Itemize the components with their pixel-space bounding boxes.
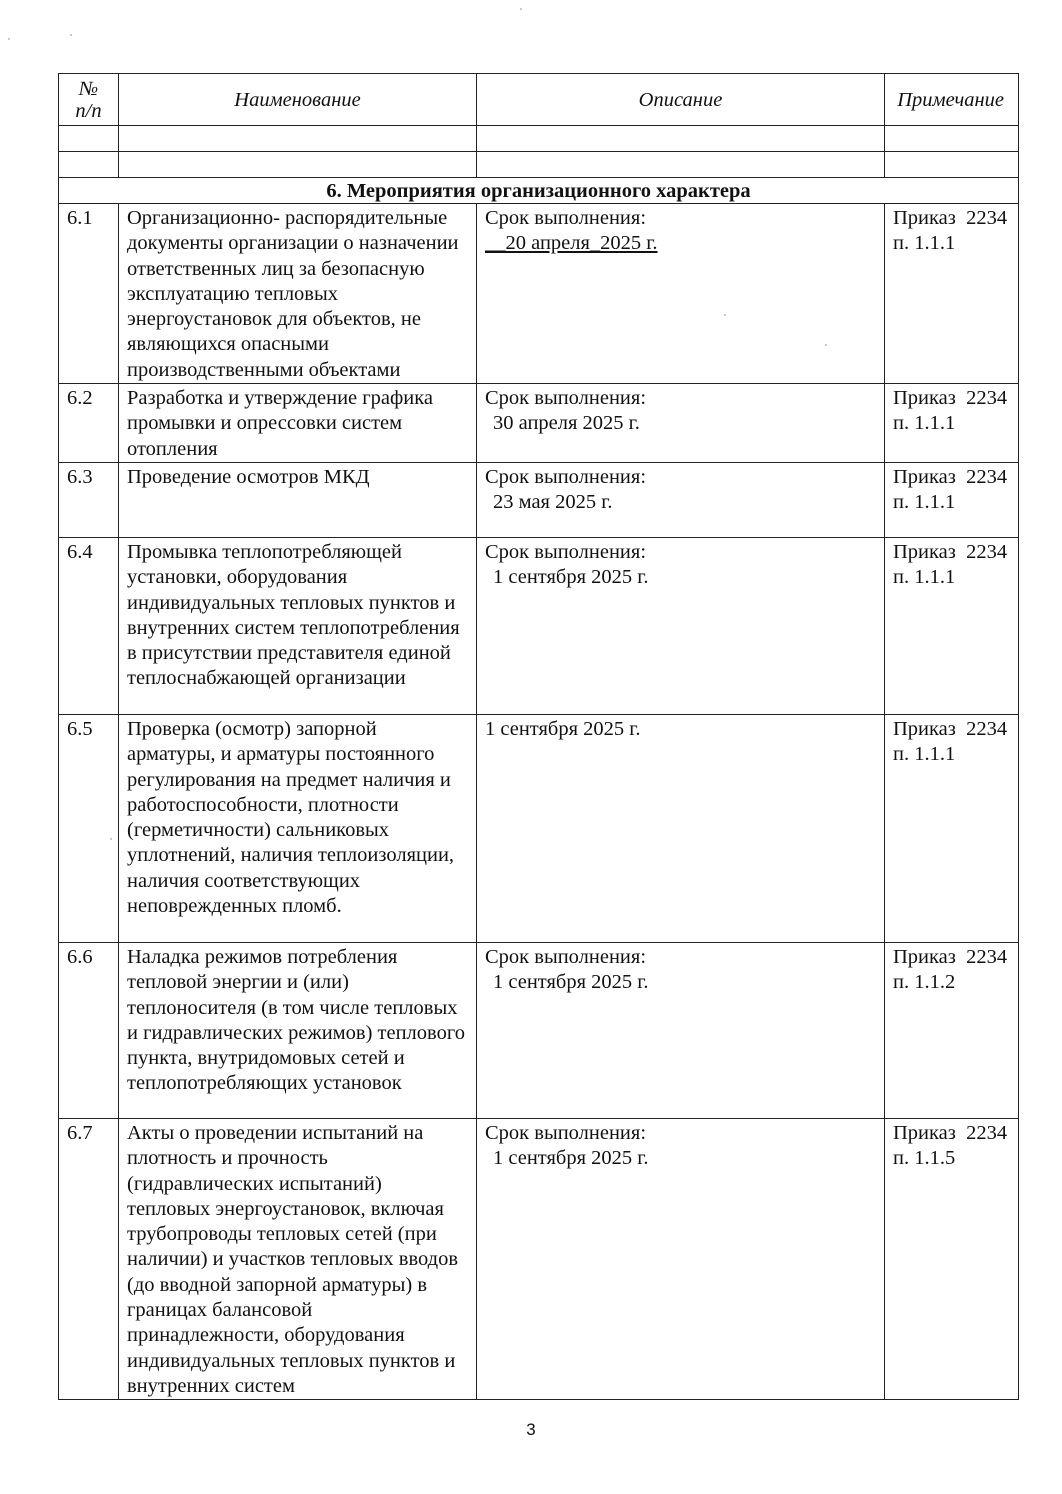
scan-speck [520,8,522,10]
table-row [59,204,1019,384]
note-line-2: п. 1.1.1 [893,566,956,589]
note-line-1: Приказ 2234 [893,1121,1008,1144]
scan-speck [70,34,72,36]
scan-speck [8,38,10,40]
row-num: 6.7 [59,1118,119,1399]
row-name: Проведение осмотров МКД [119,462,477,537]
row-description [477,462,885,537]
note-line-1: Приказ 2234 [893,717,1008,740]
row-num: 6.6 [59,942,119,1118]
note-line-1: Приказ 2234 [893,387,1008,410]
table-row [59,384,1019,463]
row-description [477,942,885,1118]
note-line-1: Приказ 2234 [893,465,1008,488]
row-num: 6.4 [59,537,119,714]
desc-label: Срок выполнения: [485,207,647,229]
row-note [885,537,1019,714]
section-row [59,178,1019,204]
blank-row [59,152,1019,178]
measures-table [58,73,1019,1400]
note-line-1: Приказ 2234 [893,540,1008,563]
desc-date: 30 апреля 2025 г. [493,412,640,435]
table-row [59,537,1019,714]
row-note [885,1118,1019,1399]
desc-date: 23 мая 2025 г. [493,491,613,514]
desc-date: 1 сентября 2025 г. [493,566,649,589]
row-name: Промывка теплопотребляющей установки, оборудования индивидуальных тепловых пунктов и внутренних систем теплопотребления в присутствии представителя единой теплоснабжающей организации [119,537,477,714]
desc-date: __20 апреля_2025 г. [485,232,658,255]
note-line-1: Приказ 2234 [893,945,1008,968]
row-description [477,204,885,384]
desc-date: 1 сентября 2025 г. [493,971,649,994]
row-description [477,537,885,714]
row-num: 6.1 [59,204,119,384]
header-note: Примечание [885,74,1019,126]
row-num: 6.2 [59,384,119,463]
table-header-row [59,74,1019,126]
row-name: Организационно- распорядительные документы организации о назначении ответственных лиц за безопасную эксплуатацию тепловых энергоустановок для объектов, не являющихся опасными производственными объектами [119,204,477,384]
note-line-2: п. 1.1.1 [893,412,956,435]
row-description [477,1118,885,1399]
row-description [477,384,885,463]
header-name: Наименование [119,74,477,126]
header-num: № п/п [59,74,119,126]
desc-label: Срок выполнения: [485,1121,647,1144]
desc-label: 1 сентября 2025 г. [485,717,641,740]
note-line-2: п. 1.1.1 [893,743,956,766]
note-line-2: п. 1.1.1 [893,491,956,514]
table-row [59,1118,1019,1399]
row-num: 6.5 [59,714,119,942]
row-note [885,384,1019,463]
table-row [59,714,1019,942]
note-line-2: п. 1.1.5 [893,1147,956,1170]
row-note [885,204,1019,384]
row-note [885,942,1019,1118]
desc-label: Срок выполнения: [485,387,647,410]
header-description: Описание [477,74,885,126]
row-note [885,462,1019,537]
note-line-2: п. 1.1.1 [893,232,956,255]
desc-label: Срок выполнения: [485,945,647,968]
desc-date: 1 сентября 2025 г. [493,1147,649,1170]
note-line-1: Приказ 2234 [893,207,1008,229]
desc-label: Срок выполнения: [485,465,647,488]
desc-label: Срок выполнения: [485,540,647,563]
row-name: Проверка (осмотр) запорной арматуры, и арматуры постоянного регулирования на предмет наличия и работоспособности, плотности (герметичности) сальниковых уплотнений, наличия теплоизоляции, наличия соответствующих неповрежденных пломб. [119,714,477,942]
row-name: Разработка и утверждение графика промывки и опрессовки систем отопления [119,384,477,463]
note-line-2: п. 1.1.2 [893,971,956,994]
table-row [59,942,1019,1118]
row-num: 6.3 [59,462,119,537]
page-number: 3 [526,1420,536,1439]
row-description [477,714,885,942]
section-title: 6. Мероприятия организационного характера [59,178,1019,204]
table-row [59,462,1019,537]
row-note [885,714,1019,942]
row-name: Акты о проведении испытаний на плотность и прочность (гидравлических испытаний) тепловых энергоустановок, включая трубопроводы тепловых сетей (при наличии) и участков тепловых вводов (до вводной запорной арматуры) в границах балансовой принадлежности, оборудования индивидуальных тепловых пунктов и внутренних систем [119,1118,477,1399]
blank-row [59,126,1019,152]
row-name: Наладка режимов потребления тепловой энергии и (или) теплоносителя (в том числе тепловых и гидравлических режимов) теплового пункта, внутридомовых сетей и теплопотребляющих установок [119,942,477,1118]
